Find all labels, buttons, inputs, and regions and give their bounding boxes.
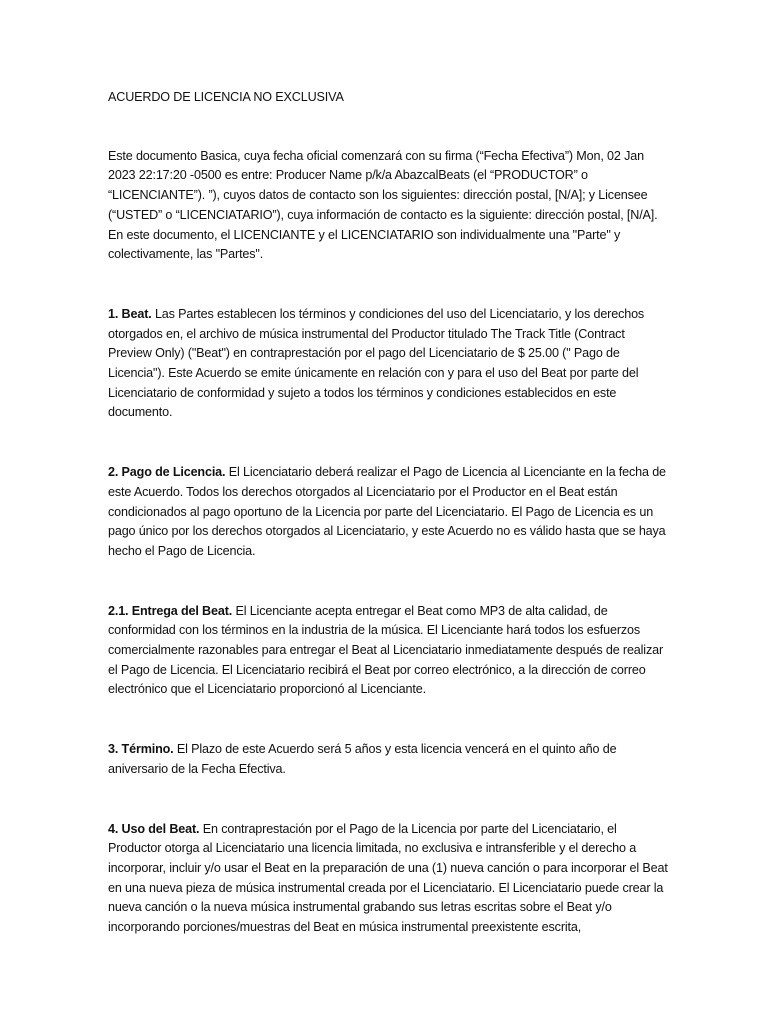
section-body: Las Partes establecen los términos y condiciones del uso del Licenciatario, y los derechos otorgados en, el archivo de música instrumental del Productor titulado The Track Title (Contract Preview Only) ("Beat") en contraprestación por el pago del Licenciatario de $ 25.00 (" Pago de Licencia"). Este Acuerdo se emite únicamente en relación con y para el uso del Beat por parte del Licenciatario de conformidad y sujeto a todos los términos y condiciones establecidos en este documento. xyxy=(108,306,645,420)
section-uso-del-beat xyxy=(108,820,668,938)
intro-paragraph: Este documento Basica, cuya fecha oficial comenzará con su firma (“Fecha Efectiva”) Mon, 02 Jan 2023 22:17:20 -0500 es entre: Producer Name p/k/a AbazcalBeats (el “PRODUCTOR” o “LICENCIANTE”). ”), cuyos datos de contacto son los siguientes: dirección postal, [N/A]; y Licensee (“USTED” o “LICENCIATARIO”), cuya información de contacto es la siguiente: dirección postal, [N/A]. En este documento, el LICENCIANTE y el LICENCIATARIO son individualmente una "Parte" y colectivamente, las "Partes". xyxy=(108,148,658,262)
section-heading: 1. Beat. xyxy=(108,306,152,321)
section-heading: 4. Uso del Beat. xyxy=(108,821,200,836)
section-heading: 2.1. Entrega del Beat. xyxy=(108,603,233,618)
section-heading: 2. Pago de Licencia. xyxy=(108,465,226,480)
section-body: El Licenciante acepta entregar el Beat como MP3 de alta calidad, de conformidad con los términos en la industria de la música. El Licenciante hará todos los esfuerzos comercialmente razonables para entregar el Beat al Licenciatario inmediatamente después de realizar el Pago de Licencia. El Licenciatario recibirá el Beat por correo electrónico, a la dirección de correo electrónico que el Licenciatario proporcionó al Licenciante. xyxy=(108,603,663,697)
section-heading: 3. Término. xyxy=(108,742,174,757)
section-body: El Licenciatario deberá realizar el Pago de Licencia al Licenciante en la fecha de este Acuerdo. Todos los derechos otorgados al Licenciatario por el Productor en el Beat están condicionados al pago oportuno de la Licencia por parte del Licenciatario. El Pago de Licencia es un pago único por los derechos otorgados al Licenciatario, y este Acuerdo no es válido hasta que se haya hecho el Pago de Licencia. xyxy=(108,465,666,558)
document-title: ACUERDO DE LICENCIA NO EXCLUSIVA xyxy=(108,90,344,104)
section-entrega-del-beat xyxy=(108,602,668,701)
document-page xyxy=(108,88,668,978)
section-pago-de-licencia xyxy=(108,463,668,562)
section-beat xyxy=(108,305,668,423)
section-body: En contraprestación por el Pago de la Licencia por parte del Licenciatario, el Productor otorga al Licenciatario una licencia limitada, no exclusiva e intransferible y el derecho a incorporar, incluir y/o usar el Beat en la preparación de una (1) nueva canción o para incorporar el Beat en una nueva pieza de música instrumental creada por el Licenciatario. El Licenciatario puede crear la nueva canción o la nueva música instrumental grabando sus letras escritas sobre el Beat y/o incorporando porciones/muestras del Beat en música instrumental preexistente escrita, xyxy=(108,821,668,935)
section-termino xyxy=(108,740,668,779)
section-body: El Plazo de este Acuerdo será 5 años y esta licencia vencerá en el quinto año de aniversario de la Fecha Efectiva. xyxy=(108,742,617,776)
